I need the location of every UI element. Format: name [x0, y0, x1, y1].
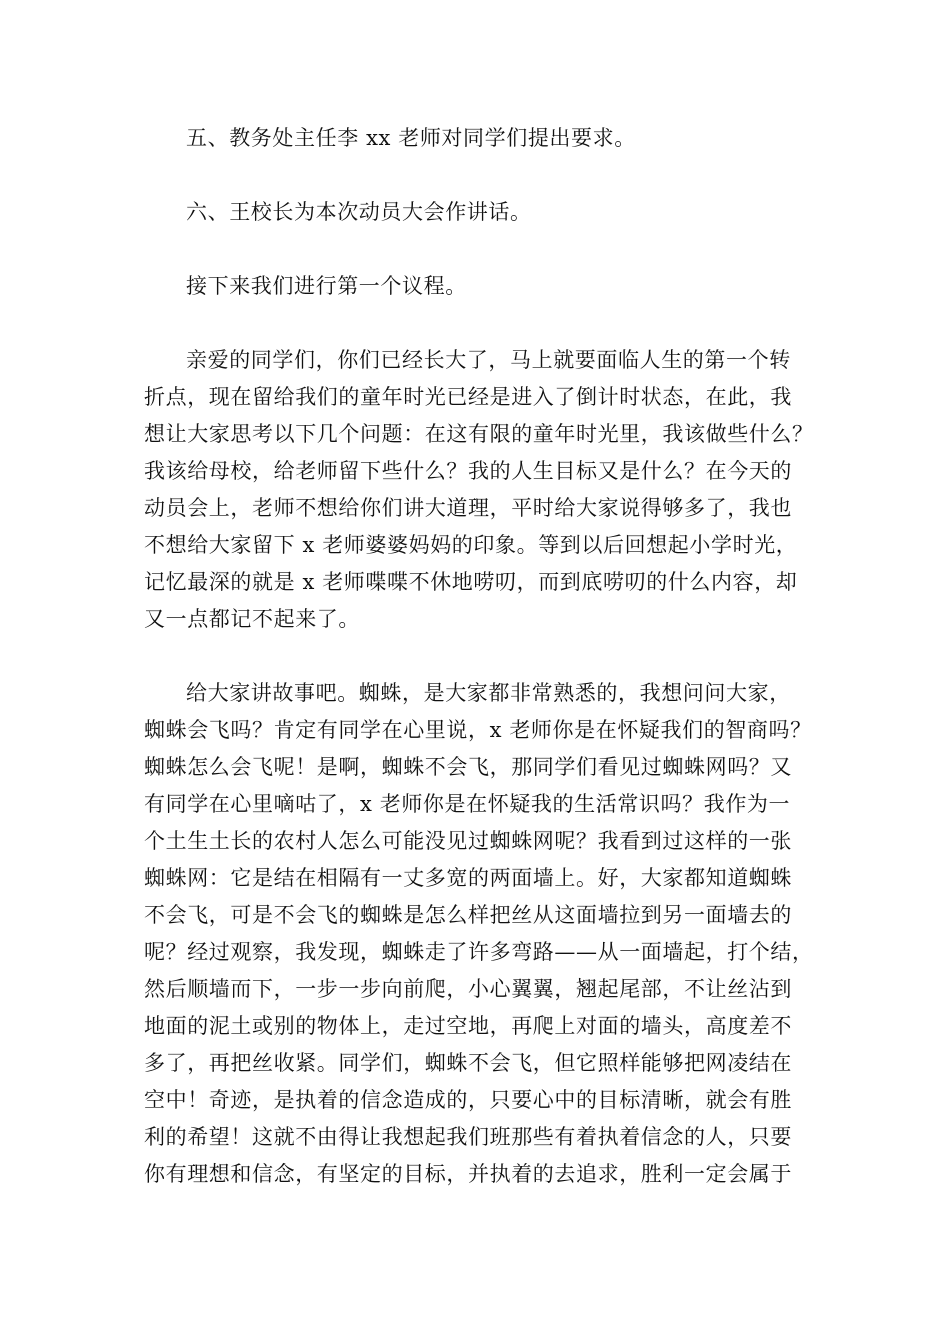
paragraph-line: 然后顺墙而下，一步一步向前爬，小心翼翼，翘起尾部，不让丝沾到	[144, 977, 792, 1001]
spacer	[144, 305, 834, 342]
document-page	[144, 120, 834, 1193]
paragraph-line: 空中！奇迹，是执着的信念造成的，只要心中的目标清晰，就会有胜	[144, 1088, 792, 1112]
paragraph-line: 亲爱的同学们，你们已经长大了，马上就要面临人生的第一个转	[186, 348, 791, 372]
paragraph-line: 你有理想和信念，有坚定的目标，并执着的去追求，胜利一定会属于	[144, 1162, 792, 1186]
spacer	[144, 231, 834, 268]
paragraph-line: 多了，再把丝收紧。同学们，蜘蛛不会飞，但它照样能够把网凌结在	[144, 1051, 792, 1075]
paragraph-line: 有同学在心里嘀咕了，x 老师你是在怀疑我的生活常识吗？我作为一	[144, 792, 791, 816]
paragraph-line: 给大家讲故事吧。蜘蛛，是大家都非常熟悉的，我想问问大家，	[186, 681, 791, 705]
paragraph-line: 又一点都记不起来了。	[144, 607, 360, 631]
spacer	[144, 157, 834, 194]
paragraph-line: 地面的泥土或别的物体上，走过空地，再爬上对面的墙头，高度差不	[144, 1014, 792, 1038]
paragraph-line: 动员会上，老师不想给你们讲大道理，平时给大家说得够多了，我也	[144, 496, 792, 520]
paragraph-line: 蜘蛛怎么会飞呢！是啊，蜘蛛不会飞，那同学们看见过蜘蛛网吗？又	[144, 755, 792, 779]
paragraph-line: 想让大家思考以下几个问题：在这有限的童年时光里，我该做些什么？	[144, 422, 814, 446]
paragraph-line: 呢？经过观察，我发现，蜘蛛走了许多弯路——从一面墙起，打个结，	[144, 940, 814, 964]
paragraph-line: 记忆最深的就是 x 老师喋喋不休地唠叨，而到底唠叨的什么内容，却	[144, 570, 798, 594]
paragraph-line: 蜘蛛会飞吗？肯定有同学在心里说，x 老师你是在怀疑我们的智商吗？	[144, 718, 812, 742]
agenda-intro: 接下来我们进行第一个议程。	[186, 274, 467, 298]
paragraph-line: 我该给母校，给老师留下些什么？我的人生目标又是什么？在今天的	[144, 459, 792, 483]
paragraph-2	[144, 675, 834, 1193]
paragraph-line: 不会飞，可是不会飞的蜘蛛是怎么样把丝从这面墙拉到另一面墙去的	[144, 903, 792, 927]
paragraph-line: 折点，现在留给我们的童年时光已经是进入了倒计时状态，在此，我	[144, 385, 792, 409]
spacer	[144, 638, 834, 675]
paragraph-line: 个土生土长的农村人怎么可能没见过蜘蛛网呢？我看到过这样的一张	[144, 829, 792, 853]
agenda-item-5: 五、教务处主任李 xx 老师对同学们提出要求。	[186, 126, 636, 150]
paragraph-line: 蜘蛛网：它是结在相隔有一丈多宽的两面墙上。好，大家都知道蜘蛛	[144, 866, 792, 890]
paragraph-line: 利的希望！这就不由得让我想起我们班那些有着执着信念的人，只要	[144, 1125, 792, 1149]
agenda-item-6: 六、王校长为本次动员大会作讲话。	[186, 200, 532, 224]
paragraph-1	[144, 342, 834, 638]
paragraph-line: 不想给大家留下 x 老师婆婆妈妈的印象。等到以后回想起小学时光，	[144, 533, 798, 557]
